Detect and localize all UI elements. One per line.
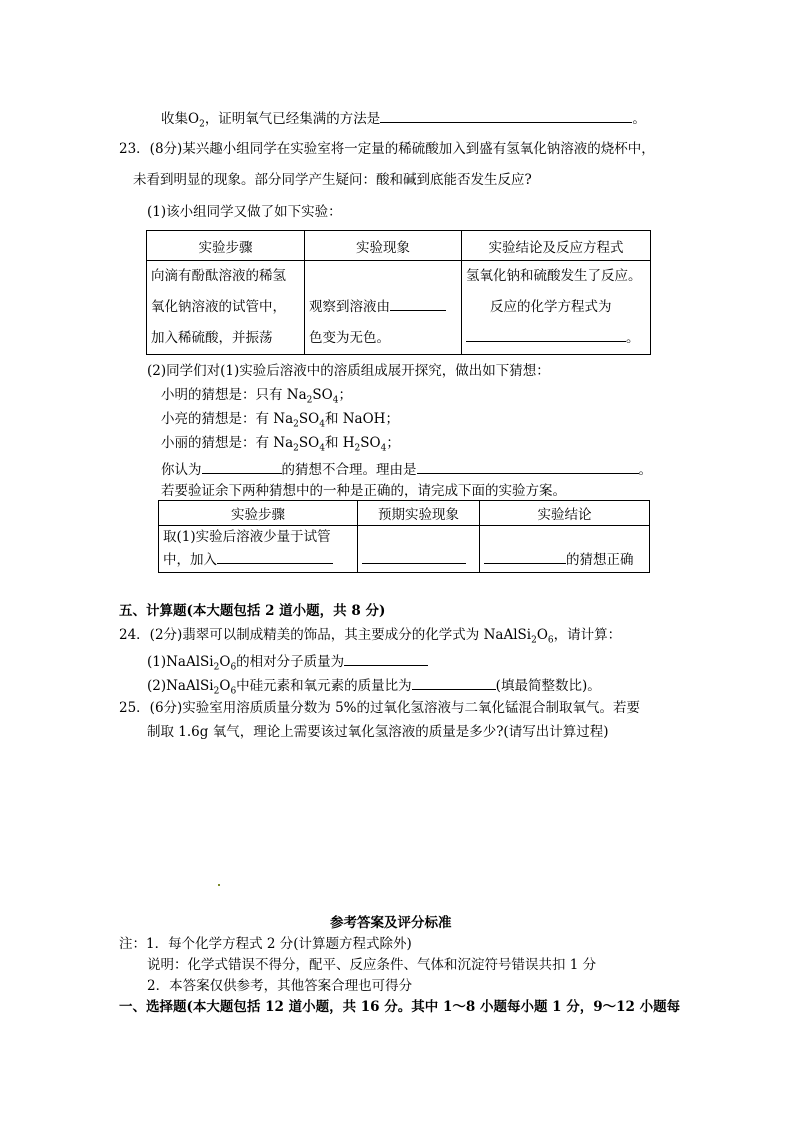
answers-title: 参考答案及评分标准 — [330, 915, 452, 931]
verify-line: 若要验证余下两种猜想中的一种是正确的，请完成下面的实验方案。 — [161, 483, 566, 499]
q24-item1: $(1)NaAlSi_2O_6$的相对分子质量为 — [147, 651, 428, 671]
table1-phenomenon-cell: 观察到溶液由 色变为无色。 — [305, 261, 462, 355]
q24-line1: 24．(2分)翡翠可以制成精美的饰品，其主要成分的化学式为 $NaAlSi_2O_6$，请计算： — [119, 627, 622, 646]
q25-line2: 制取 1.6g 氧气，理论上需要该过氧化氢溶液的质量是多少?(请写出计算过程) — [147, 724, 609, 740]
table2-expected-cell — [358, 526, 480, 573]
table1-conclusion-cell: 氢氧化钠和硫酸发生了反应。 反应的化学方程式为 。 — [462, 261, 651, 355]
table1-step-cell: 向滴有酚酞溶液的稀氢 氧化钠溶液的试管中， 加入稀硫酸，并振荡 — [147, 261, 305, 355]
q24-item2: $(2)NaAlSi_2O_6$中硅元素和氧元素的质量比为 (填最简整数比)。 — [147, 675, 601, 695]
table1-header-step: 实验步骤 — [147, 231, 305, 261]
q23-line2: 未看到明显的现象。部分同学产生疑问：酸和碱到底能否发生反应? — [133, 172, 532, 188]
answers-note1: 注：1．每个化学方程式 2 分(计算题方程式除外) — [119, 936, 412, 952]
answer-blank[interactable] — [380, 108, 632, 123]
answer-blank[interactable] — [362, 549, 466, 564]
answer-blank[interactable] — [344, 651, 428, 666]
experiment-table-1 — [146, 230, 651, 355]
answers-note-explain: 说明：化学式错误不得分，配平、反应条件、气体和沉淀符号错误共扣 1 分 — [147, 957, 597, 973]
answers-section1: 一、选择题(本大题包括 12 道小题，共 16 分。其中 1～8 小题每小题 1 分，9～12 小题每 — [119, 999, 681, 1015]
q25-line1: 25．(6分)实验室用溶质质量分数为 5%的过氧化氢溶液与二氧化锰混合制取氧气。若要 — [119, 700, 641, 716]
q23-part2: (2)同学们对(1)实验后溶液中的溶质组成展开探究，做出如下猜想： — [147, 363, 550, 379]
section5-title: 五、计算题(本大题包括 2 道小题，共 8 分) — [119, 603, 386, 619]
answer-blank[interactable] — [412, 675, 496, 690]
table2-header-step: 实验步骤 — [159, 501, 358, 526]
table2-conclusion-cell: 的猜想正确 — [480, 526, 650, 573]
experiment-table-2 — [158, 500, 650, 573]
q22-tail-line: 收集$O_2$，证明氧气已经集满的方法是 。 — [161, 108, 646, 128]
answers-note2: 2．本答案仅供参考，其他答案合理也可得分 — [147, 978, 413, 994]
guess-xiaoliang: 小亮的猜想是：有 $Na_2SO_4$和 NaOH； — [161, 411, 399, 430]
table2-header-expected: 预期实验现象 — [358, 501, 480, 526]
guess-xiaoli: 小丽的猜想是：有 $Na_2SO_4$和 $H_2SO_4$； — [161, 435, 400, 454]
reason-line: 你认为 的猜想不合理。理由是 。 — [161, 459, 652, 479]
answer-blank[interactable] — [390, 296, 446, 311]
answer-blank[interactable] — [466, 327, 626, 342]
stray-mark — [218, 884, 220, 886]
answer-blank[interactable] — [417, 459, 639, 474]
q23-part1: (1)该小组同学又做了如下实验： — [147, 204, 342, 220]
table2-header-conclusion: 实验结论 — [480, 501, 650, 526]
table2-step-cell: 取(1)实验后溶液少量于试管 中，加入 — [159, 526, 358, 573]
answer-blank[interactable] — [217, 549, 333, 564]
answer-blank[interactable] — [484, 549, 566, 564]
table1-header-phenomenon: 实验现象 — [305, 231, 462, 261]
table1-header-conclusion: 实验结论及反应方程式 — [462, 231, 651, 261]
guess-xiaoming: 小明的猜想是：只有 $Na_2SO_4$； — [161, 387, 352, 406]
q23-line1: 23．(8分)某兴趣小组同学在实验室将一定量的稀硫酸加入到盛有氢氧化钠溶液的烧杯中， — [119, 141, 655, 157]
answer-blank[interactable] — [202, 459, 282, 474]
